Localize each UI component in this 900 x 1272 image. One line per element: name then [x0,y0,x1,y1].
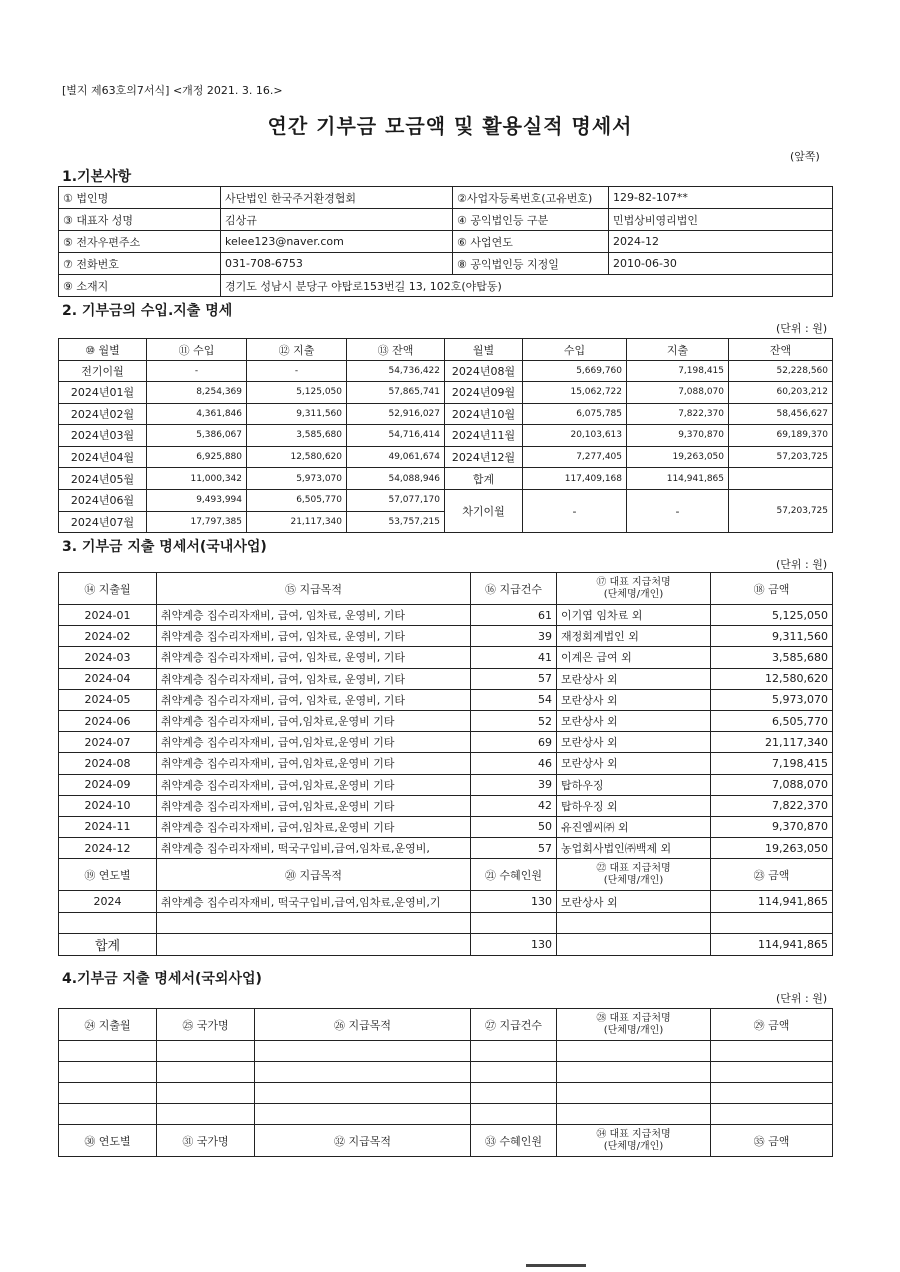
section-3-title: 3. 기부금 지출 명세서(국내사업) [62,539,267,555]
expense-cell: - [247,361,347,382]
empty-cell [557,1062,711,1083]
empty-cell [711,1104,833,1125]
amount-cell: 114,941,865 [711,934,833,956]
payee-cell: 모란상사 외 [557,710,711,731]
field-value: 031-708-6753 [221,253,453,275]
basic-info-row [59,275,833,297]
month-cell: 2024-08 [59,753,157,774]
column-header: ⑳ 지급목적 [157,859,471,891]
expense-cell: 3,585,680 [247,425,347,447]
table-row [59,913,833,934]
data-row [59,425,833,447]
expense-cell: - [627,489,729,532]
header-row [59,1009,833,1041]
empty-cell [711,1041,833,1062]
purpose-cell: 취약계층 집수리자재비, 급여, 임차료, 운영비, 기타 [157,689,471,710]
month-cell: 2024년01월 [59,382,147,404]
column-header: ㉑ 수혜인원 [471,859,557,891]
table-row [59,1041,833,1062]
header-row [59,1125,833,1157]
expense-cell: 6,505,770 [247,489,347,511]
empty-cell [59,1083,157,1104]
purpose-cell: 취약계층 집수리자재비, 급여, 임차료, 운영비, 기타 [157,647,471,668]
header-row [59,339,833,361]
count-cell: 69 [471,732,557,753]
column-header: 잔액 [729,339,833,361]
empty-cell [711,1062,833,1083]
payee-cell: 모란상사 외 [557,668,711,689]
month-cell: 2024-07 [59,732,157,753]
field-value: 민법상비영리법인 [609,209,833,231]
section-4-unit: (단위 : 원) [776,992,828,1005]
field-label: ③ 대표자 성명 [59,209,221,231]
month-cell: 2024년08월 [445,361,523,382]
basic-info-row [59,187,833,209]
field-value: 김상규 [221,209,453,231]
table-row [59,891,833,913]
balance-cell: 53,757,215 [347,511,445,533]
purpose-cell: 취약계층 집수리자재비, 급여,임차료,운영비 기타 [157,774,471,795]
amount-cell: 3,585,680 [711,647,833,668]
field-label: ⑤ 전자우편주소 [59,231,221,253]
purpose-cell: 취약계층 집수리자재비, 급여, 임차료, 운영비, 기타 [157,605,471,626]
balance-cell: 54,088,946 [347,468,445,490]
month-cell: 2024-10 [59,795,157,816]
column-header: ㉜ 지급목적 [255,1125,471,1157]
data-row [59,361,833,382]
empty-cell [157,913,471,934]
table-row [59,795,833,816]
month-cell: 2024년11월 [445,425,523,447]
empty-cell [471,1083,557,1104]
month-cell: 2024-11 [59,816,157,837]
amount-cell: 5,973,070 [711,689,833,710]
table-row [59,710,833,731]
expense-cell: 7,822,370 [627,403,729,425]
field-label: ⑥ 사업연도 [453,231,609,253]
column-header: ⑰ 대표 지급처명 (단체명/개인) [557,573,711,605]
purpose-cell: 취약계층 집수리자재비, 급여,임차료,운영비 기타 [157,753,471,774]
amount-cell: 7,822,370 [711,795,833,816]
count-cell: 39 [471,626,557,647]
income-cell: 117,409,168 [523,468,627,490]
payee-cell: 모란상사 외 [557,732,711,753]
field-value: 2024-12 [609,231,833,253]
column-header: ⑩ 월별 [59,339,147,361]
balance-cell: 54,736,422 [347,361,445,382]
column-header: ⑫ 지출 [247,339,347,361]
purpose-cell: 취약계층 집수리자재비, 급여,임차료,운영비 기타 [157,816,471,837]
income-cell: 17,797,385 [147,511,247,533]
expense-cell: 7,198,415 [627,361,729,382]
data-row [59,446,833,468]
balance-cell: 57,077,170 [347,489,445,511]
year-cell: 2024 [59,891,157,913]
empty-cell [59,913,157,934]
expense-cell: 12,580,620 [247,446,347,468]
column-header: ㉕ 국가명 [157,1009,255,1041]
payee-cell: 농업회사법인㈜백제 외 [557,838,711,859]
page-title: 연간 기부금 모금액 및 활용실적 명세서 [267,114,633,138]
basic-info-table [58,186,833,297]
income-cell: 4,361,846 [147,403,247,425]
bottom-mark [526,1264,586,1267]
column-header: ㉓ 금액 [711,859,833,891]
total-row [59,934,833,956]
month-cell: 2024년02월 [59,403,147,425]
basic-info-row [59,231,833,253]
field-value: 경기도 성남시 분당구 야탑로153번길 13, 102호(야탑동) [221,275,833,297]
amount-cell: 12,580,620 [711,668,833,689]
empty-cell [471,1041,557,1062]
balance-cell: 54,716,414 [347,425,445,447]
column-header: 월별 [445,339,523,361]
field-label: ⑦ 전화번호 [59,253,221,275]
empty-cell [471,1062,557,1083]
column-header: 수입 [523,339,627,361]
empty-cell [255,1104,471,1125]
empty-cell [157,1062,255,1083]
column-header: ㉒ 대표 지급처명 (단체명/개인) [557,859,711,891]
income-cell: 20,103,613 [523,425,627,447]
payee-cell: 탑하우징 [557,774,711,795]
payee-cell: 모란상사 외 [557,891,711,913]
empty-cell [557,913,711,934]
amount-cell: 9,311,560 [711,626,833,647]
field-label: ②사업자등록번호(고유번호) [453,187,609,209]
empty-cell [157,1083,255,1104]
table-row [59,689,833,710]
field-label: ④ 공익법인등 구분 [453,209,609,231]
purpose-cell: 취약계층 집수리자재비, 급여,임차료,운영비 기타 [157,795,471,816]
balance-cell: 52,228,560 [729,361,833,382]
field-label: ⑨ 소재지 [59,275,221,297]
income-cell: - [147,361,247,382]
column-header: ㉖ 지급목적 [255,1009,471,1041]
purpose-cell: 취약계층 집수리자재비, 급여, 임차료, 운영비, 기타 [157,626,471,647]
table-row [59,774,833,795]
amount-cell: 114,941,865 [711,891,833,913]
column-header: ㉗ 지급건수 [471,1009,557,1041]
month-cell: 2024-06 [59,710,157,731]
balance-cell [729,468,833,490]
section-3-unit: (단위 : 원) [776,558,828,571]
table-row [59,838,833,859]
month-cell: 전기이월 [59,361,147,382]
header-row [59,573,833,605]
empty-cell [157,1041,255,1062]
field-label: ① 법인명 [59,187,221,209]
month-cell: 2024년09월 [445,382,523,404]
balance-cell: 69,189,370 [729,425,833,447]
front-page-label: (앞쪽) [790,150,820,163]
month-cell: 2024-02 [59,626,157,647]
amount-cell: 9,370,870 [711,816,833,837]
empty-cell [711,913,833,934]
empty-cell [59,1104,157,1125]
column-header: ⑭ 지출월 [59,573,157,605]
month-cell: 2024년04월 [59,446,147,468]
section-2-unit: (단위 : 원) [776,322,828,335]
field-value: kelee123@naver.com [221,231,453,253]
income-cell: 9,493,994 [147,489,247,511]
payee-cell: 모란상사 외 [557,689,711,710]
section-1-title: 1.기본사항 [62,169,132,185]
amount-cell: 7,198,415 [711,753,833,774]
expense-cell: 9,370,870 [627,425,729,447]
field-value: 사단법인 한국주거환경협회 [221,187,453,209]
month-cell: 2024년10월 [445,403,523,425]
column-header: ㉘ 대표 지급처명 (단체명/개인) [557,1009,711,1041]
column-header: ⑪ 수입 [147,339,247,361]
data-row [59,489,833,511]
balance-cell: 57,865,741 [347,382,445,404]
income-expense-table [58,338,833,533]
column-header: ⑬ 잔액 [347,339,445,361]
balance-cell: 57,203,725 [729,446,833,468]
empty-cell [157,934,471,956]
expense-cell: 5,973,070 [247,468,347,490]
month-cell: 2024년06월 [59,489,147,511]
empty-cell [471,913,557,934]
section-4-title: 4.기부금 지출 명세서(국외사업) [62,971,262,987]
month-cell: 2024-04 [59,668,157,689]
income-cell: 8,254,369 [147,382,247,404]
income-cell: 6,925,880 [147,446,247,468]
column-header: ㉚ 연도별 [59,1125,157,1157]
field-label: ⑧ 공익법인등 지정일 [453,253,609,275]
payee-cell: 탑하우징 외 [557,795,711,816]
empty-cell [557,1041,711,1062]
count-cell: 57 [471,668,557,689]
payee-cell: 유진엠씨㈜ 외 [557,816,711,837]
empty-cell [255,1041,471,1062]
expense-cell: 114,941,865 [627,468,729,490]
expense-cell: 21,117,340 [247,511,347,533]
column-header: ㉔ 지출월 [59,1009,157,1041]
total-label: 합계 [59,934,157,956]
data-row [59,382,833,404]
table-row [59,647,833,668]
income-cell: - [523,489,627,532]
balance-cell: 60,203,212 [729,382,833,404]
empty-cell [557,1104,711,1125]
income-cell: 5,669,760 [523,361,627,382]
table-row [59,1104,833,1125]
header-row [59,859,833,891]
income-cell: 15,062,722 [523,382,627,404]
empty-cell [255,1083,471,1104]
month-cell: 2024-01 [59,605,157,626]
month-cell: 2024-03 [59,647,157,668]
amount-cell: 5,125,050 [711,605,833,626]
purpose-cell: 취약계층 집수리자재비, 급여,임차료,운영비 기타 [157,710,471,731]
month-cell: 2024년07월 [59,511,147,533]
data-row [59,403,833,425]
column-header: ㉝ 수혜인원 [471,1125,557,1157]
column-header: ㉙ 금액 [711,1009,833,1041]
income-cell: 5,386,067 [147,425,247,447]
empty-cell [711,1083,833,1104]
column-header: ⑱ 금액 [711,573,833,605]
count-cell: 46 [471,753,557,774]
count-cell: 42 [471,795,557,816]
expense-cell: 19,263,050 [627,446,729,468]
column-header: ⑲ 연도별 [59,859,157,891]
purpose-cell: 취약계층 집수리자재비, 급여,임차료,운영비 기타 [157,732,471,753]
basic-info-row [59,209,833,231]
table-row [59,626,833,647]
empty-cell [255,1062,471,1083]
count-cell: 61 [471,605,557,626]
column-header: ㉛ 국가명 [157,1125,255,1157]
form-number: [별지 제63호의7서식] <개정 2021. 3. 16.> [62,84,283,97]
table-row [59,668,833,689]
field-value: 129-82-107** [609,187,833,209]
count-cell: 130 [471,934,557,956]
count-cell: 41 [471,647,557,668]
payee-cell: 모란상사 외 [557,753,711,774]
month-cell: 2024년05월 [59,468,147,490]
section-2-title: 2. 기부금의 수입.지출 명세 [62,303,233,319]
payee-cell: 이기엽 임차료 외 [557,605,711,626]
balance-cell: 58,456,627 [729,403,833,425]
data-row [59,468,833,490]
count-cell: 57 [471,838,557,859]
column-header: 지출 [627,339,729,361]
income-cell: 6,075,785 [523,403,627,425]
expense-cell: 5,125,050 [247,382,347,404]
carry-label: 차기이월 [445,489,523,532]
table-row [59,732,833,753]
count-cell: 52 [471,710,557,731]
table-row [59,1062,833,1083]
empty-cell [557,1083,711,1104]
payee-cell: 재정회계법인 외 [557,626,711,647]
empty-cell [557,934,711,956]
amount-cell: 21,117,340 [711,732,833,753]
amount-cell: 7,088,070 [711,774,833,795]
month-cell: 2024년12월 [445,446,523,468]
expense-cell: 7,088,070 [627,382,729,404]
column-header: ㉟ 금액 [711,1125,833,1157]
column-header: ㉞ 대표 지급처명 (단체명/개인) [557,1125,711,1157]
empty-cell [471,1104,557,1125]
count-cell: 50 [471,816,557,837]
month-cell: 2024-05 [59,689,157,710]
field-value: 2010-06-30 [609,253,833,275]
balance-cell: 57,203,725 [729,489,833,532]
month-cell: 2024-09 [59,774,157,795]
count-cell: 130 [471,891,557,913]
expense-cell: 9,311,560 [247,403,347,425]
purpose-cell: 취약계층 집수리자재비, 떡국구입비,급여,임차료,운영비, [157,838,471,859]
balance-cell: 49,061,674 [347,446,445,468]
empty-cell [59,1041,157,1062]
empty-cell [157,1104,255,1125]
purpose-cell: 취약계층 집수리자재비, 급여, 임차료, 운영비, 기타 [157,668,471,689]
table-row [59,753,833,774]
column-header: ⑯ 지급건수 [471,573,557,605]
table-row [59,605,833,626]
amount-cell: 6,505,770 [711,710,833,731]
count-cell: 54 [471,689,557,710]
income-cell: 7,277,405 [523,446,627,468]
count-cell: 39 [471,774,557,795]
table-row [59,1083,833,1104]
balance-cell: 52,916,027 [347,403,445,425]
column-header: ⑮ 지급목적 [157,573,471,605]
month-cell: 2024년03월 [59,425,147,447]
income-cell: 11,000,342 [147,468,247,490]
month-cell: 합계 [445,468,523,490]
basic-info-row [59,253,833,275]
amount-cell: 19,263,050 [711,838,833,859]
domestic-expense-table [58,572,833,956]
overseas-expense-table [58,1008,833,1157]
empty-cell [59,1062,157,1083]
payee-cell: 이계은 급여 외 [557,647,711,668]
month-cell: 2024-12 [59,838,157,859]
table-row [59,816,833,837]
purpose-cell: 취약계층 집수리자재비, 떡국구입비,급여,임차료,운영비,기 [157,891,471,913]
